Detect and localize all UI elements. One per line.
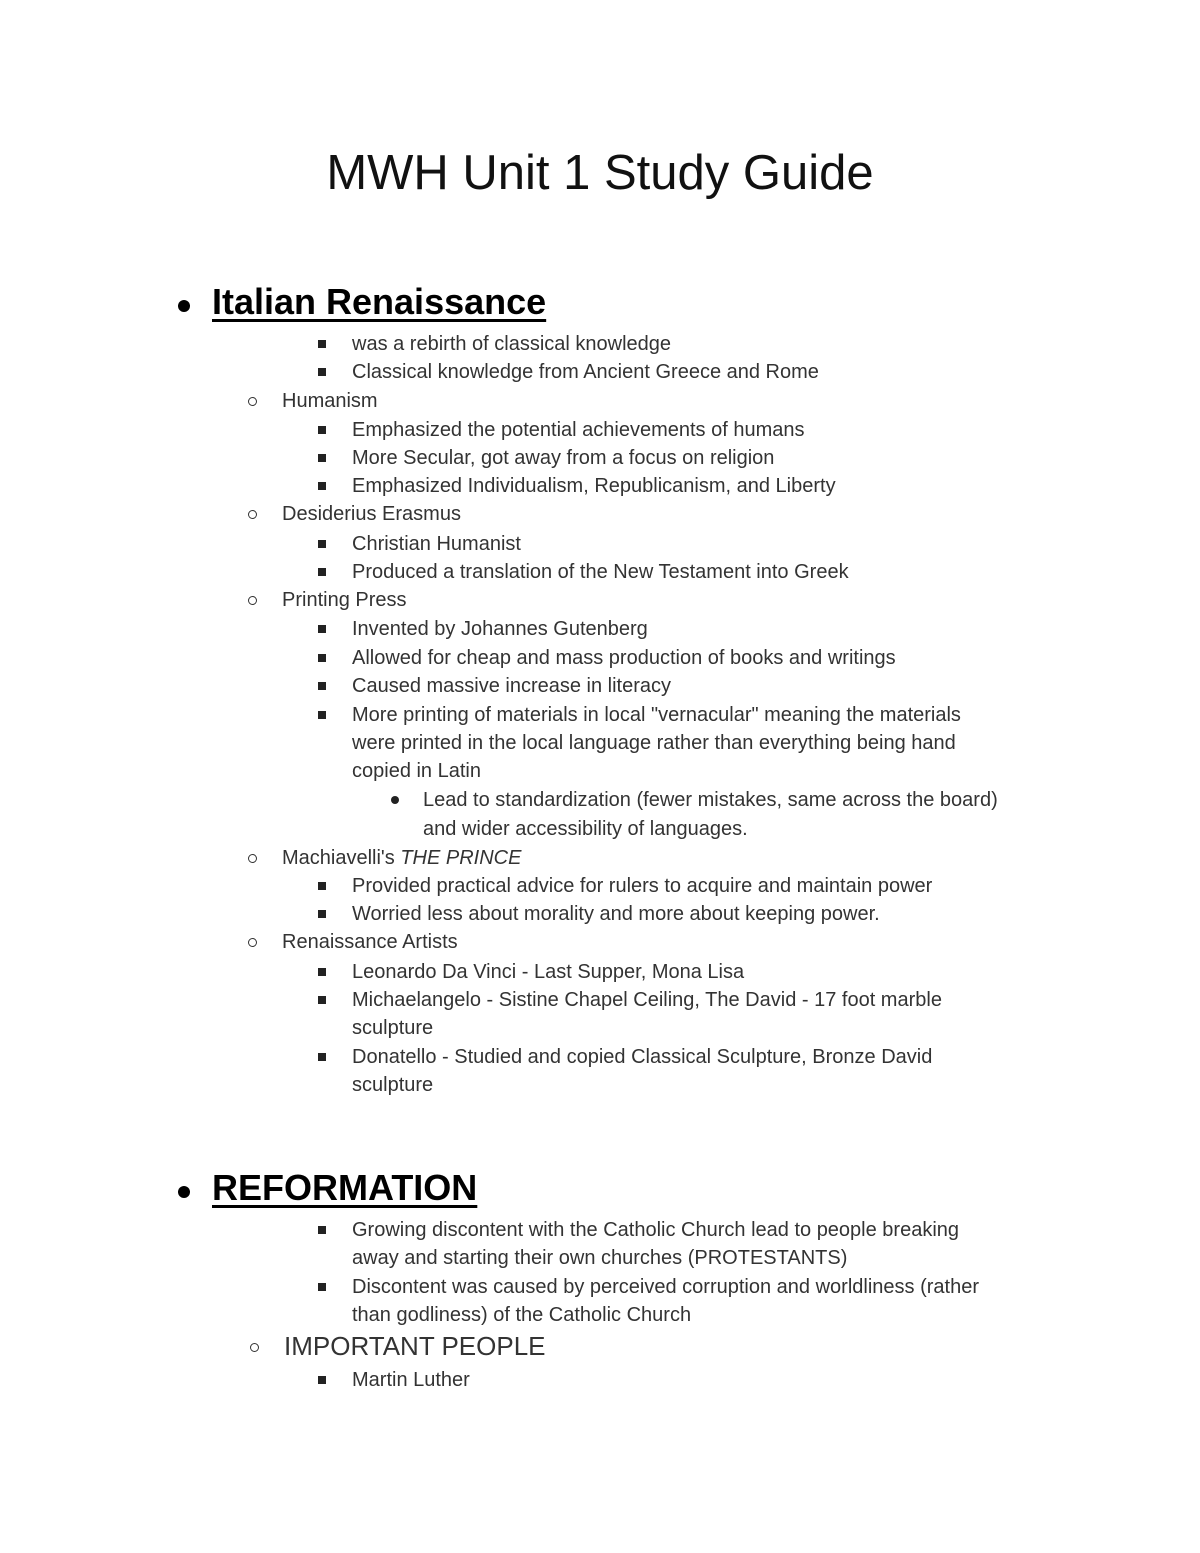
subtopic-machiavelli (282, 844, 521, 872)
square-bullet-icon (318, 368, 326, 376)
circle-bullet-icon (248, 510, 257, 519)
list-item-line: Michaelangelo - Sistine Chapel Ceiling, The David - 17 foot marble (352, 989, 942, 1011)
list-item: Caused massive increase in literacy (352, 675, 672, 697)
square-bullet-icon (318, 540, 326, 548)
machiavelli-label: Machiavelli's (282, 847, 401, 869)
square-bullet-icon (318, 711, 326, 719)
list-item-line: were printed in the local language rather than everything being hand (352, 732, 956, 754)
list-item-line: Discontent was caused by perceived corruption and worldliness (rather (352, 1276, 979, 1298)
section-bullet-icon (178, 300, 190, 312)
dot-bullet-icon (391, 796, 399, 804)
list-item: Invented by Johannes Gutenberg (352, 618, 648, 640)
square-bullet-icon (318, 625, 326, 633)
list-item: was a rebirth of classical knowledge (352, 333, 672, 355)
square-bullet-icon (318, 682, 326, 690)
list-item-line: sculpture (352, 1017, 434, 1039)
list-item-line: copied in Latin (352, 760, 481, 782)
subtopic-important-people: IMPORTANT PEOPLE (284, 1331, 546, 1361)
square-bullet-icon (318, 568, 326, 576)
subtopic-humanism: Humanism (282, 390, 378, 412)
list-item-line: sculpture (352, 1074, 434, 1096)
list-item: Provided practical advice for rulers to acquire and maintain power (352, 875, 933, 897)
subtopic-renaissance-artists: Renaissance Artists (282, 931, 458, 953)
square-bullet-icon (318, 1226, 326, 1234)
square-bullet-icon (318, 996, 326, 1004)
square-bullet-icon (318, 1053, 326, 1061)
circle-bullet-icon (248, 854, 257, 863)
list-item: Martin Luther (352, 1369, 470, 1391)
list-item-line: Donatello - Studied and copied Classical Sculpture, Bronze David (352, 1046, 933, 1068)
list-item: Christian Humanist (352, 533, 521, 555)
square-bullet-icon (318, 482, 326, 490)
list-item-line: and wider accessibility of languages. (423, 818, 748, 840)
list-item-line: away and starting their own churches (PROTESTANTS) (352, 1247, 848, 1269)
subtopic-erasmus: Desiderius Erasmus (282, 503, 461, 525)
square-bullet-icon (318, 1376, 326, 1384)
circle-bullet-icon (248, 596, 257, 605)
circle-bullet-icon (250, 1343, 259, 1352)
list-item: Emphasized Individualism, Republicanism, and Liberty (352, 475, 836, 497)
list-item: Allowed for cheap and mass production of books and writings (352, 647, 896, 669)
circle-bullet-icon (248, 938, 257, 947)
square-bullet-icon (318, 654, 326, 662)
page-title: MWH Unit 1 Study Guide (326, 146, 874, 200)
square-bullet-icon (318, 340, 326, 348)
subtopic-printing-press: Printing Press (282, 589, 407, 611)
list-item-line: More printing of materials in local "vernacular" meaning the materials (352, 704, 961, 726)
list-item: Worried less about morality and more about keeping power. (352, 903, 880, 925)
the-prince-title: THE PRINCE (400, 847, 522, 869)
square-bullet-icon (318, 910, 326, 918)
list-item-line: than godliness) of the Catholic Church (352, 1304, 692, 1326)
square-bullet-icon (318, 882, 326, 890)
list-item: Emphasized the potential achievements of humans (352, 419, 805, 441)
square-bullet-icon (318, 426, 326, 434)
circle-bullet-icon (248, 397, 257, 406)
section-heading-reformation: REFORMATION (212, 1167, 478, 1208)
square-bullet-icon (318, 454, 326, 462)
list-item-line: Growing discontent with the Catholic Church lead to people breaking (352, 1219, 960, 1241)
section-heading-renaissance: Italian Renaissance (212, 281, 547, 322)
section-bullet-icon (178, 1186, 190, 1198)
list-item: Produced a translation of the New Testament into Greek (352, 561, 849, 583)
list-item: More Secular, got away from a focus on religion (352, 447, 775, 469)
square-bullet-icon (318, 1283, 326, 1291)
list-item: Classical knowledge from Ancient Greece and Rome (352, 361, 819, 383)
list-item: Leonardo Da Vinci - Last Supper, Mona Lisa (352, 961, 745, 983)
list-item-line: Lead to standardization (fewer mistakes, same across the board) (423, 789, 998, 811)
square-bullet-icon (318, 968, 326, 976)
